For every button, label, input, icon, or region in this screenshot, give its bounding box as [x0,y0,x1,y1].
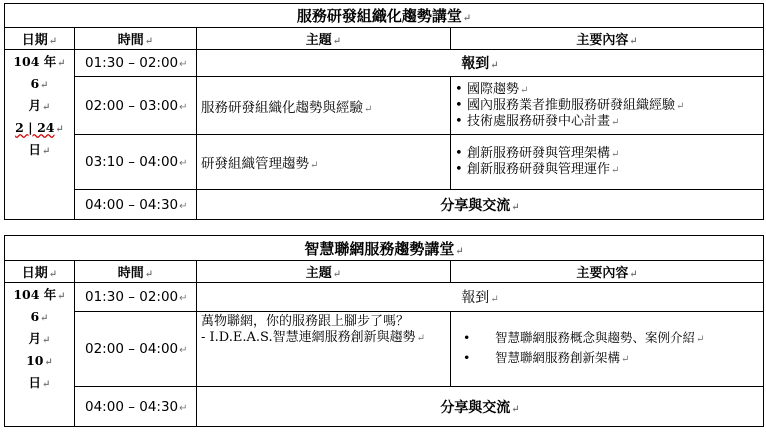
session1-row3-time: 03:10 – 04:00↵ [75,135,197,190]
paragraph-mark: ↵ [621,354,630,365]
paragraph-mark: ↵ [144,269,154,280]
session2-row2-time: 02:00 – 04:00↵ [75,312,197,387]
paragraph-mark: ↵ [511,201,520,213]
header-date: 日期↵ [5,261,75,283]
session2-row2-content [451,312,764,387]
header-content: 主要內容↵ [451,28,764,50]
paragraph-mark: ↵ [179,200,188,212]
paragraph-mark: ↵ [490,294,499,305]
paragraph-mark: ↵ [629,269,638,280]
session1-row4-time: 04:00 – 04:30↵ [75,190,197,220]
session2-discussion: 分享與交流↵ [197,387,764,427]
list-item: • 智慧聯網服務創新架構↵ [455,349,759,369]
paragraph-mark: ↵ [42,102,51,113]
paragraph-mark: ↵ [416,333,425,344]
paragraph-mark: ↵ [144,36,154,47]
session1-checkin: 報到↵ [197,50,764,77]
paragraph-mark: ↵ [40,80,49,91]
header-topic: 主題↵ [197,28,451,50]
list-item: • 智慧聯網服務概念與趨勢、案例介紹↵ [455,329,759,349]
paragraph-mark: ↵ [48,36,58,47]
list-item: • 技術處服務研發中心計畫↵ [455,114,759,130]
paragraph-mark: ↵ [42,146,51,157]
session2-table [4,235,764,427]
paragraph-mark: ↵ [179,158,188,169]
session1-row2-time: 02:00 – 03:00↵ [75,77,197,135]
list-item: • 創新服務研發與管理架構↵ [455,146,759,162]
session1-row2-content [451,77,764,135]
paragraph-mark: ↵ [611,165,620,176]
paragraph-mark: ↵ [57,291,66,302]
session2-row1-time: 01:30 – 02:00↵ [75,283,197,312]
header-date: 日期↵ [5,28,75,50]
paragraph-mark: ↵ [490,60,499,71]
header-time: 時間↵ [75,261,197,283]
session1-title: 服務研發組織化趨勢講堂 [296,7,462,25]
list-item: • 國際趨勢↵ [455,82,759,98]
paragraph-mark: ↵ [611,116,620,128]
paragraph-mark: ↵ [629,36,638,47]
session2-row3-time: 04:00 – 04:30↵ [75,387,197,427]
paragraph-mark: ↵ [511,403,520,415]
paragraph-mark: ↵ [332,36,342,47]
session1-table [4,3,764,220]
session1-discussion: 分享與交流↵ [197,190,764,220]
session2-title-cell [5,236,764,261]
paragraph-mark: ↵ [57,58,66,69]
session1-row3-topic: 研發組織管理趨勢↵ [197,135,451,190]
header-content: 主要內容↵ [451,261,764,283]
session1-row2-topic: 服務研發組織化趨勢與經驗↵ [197,77,451,135]
session1-date: 104 年↵ 6↵ 月↵ 2 | 24↵ 日↵ [5,50,75,220]
session1-row3-content [451,135,764,190]
session2-checkin: 報到↵ [197,283,764,312]
paragraph-mark: ↵ [42,335,51,346]
paragraph-mark: ↵ [55,124,64,135]
header-topic: 主題↵ [197,261,451,283]
paragraph-mark: ↵ [364,103,373,115]
paragraph-mark: ↵ [462,13,472,24]
session2-date: 104 年↵ 6↵ 月↵ 10↵ 日↵ [5,283,75,427]
paragraph-mark: ↵ [179,101,188,113]
paragraph-mark: ↵ [310,160,319,171]
paragraph-mark: ↵ [42,379,51,390]
header-time: 時間↵ [75,28,197,50]
list-item: • 創新服務研發與管理運作↵ [455,162,759,178]
paragraph-mark: ↵ [179,402,188,414]
paragraph-mark: ↵ [179,59,188,70]
paragraph-mark: ↵ [179,345,188,356]
paragraph-mark: ↵ [48,269,58,280]
paragraph-mark: ↵ [179,293,188,304]
paragraph-mark: ↵ [611,149,620,160]
session2-row2-topic: 萬物聯網，你的服務跟上腳步了嗎？ - I.D.E.A.S.智慧連網服務創新與趨勢↵ [197,312,451,387]
session1-title-cell [5,4,764,28]
paragraph-mark: ↵ [696,334,705,345]
paragraph-mark: ↵ [44,357,53,368]
paragraph-mark: ↵ [520,84,529,96]
session1-row1-time: 01:30 – 02:00↵ [75,50,197,77]
paragraph-mark: ↵ [40,313,49,324]
session2-title: 智慧聯網服務趨勢講堂 [304,239,455,258]
paragraph-mark: ↵ [332,269,342,280]
paragraph-mark: ↵ [676,100,685,112]
paragraph-mark: ↵ [455,245,464,257]
list-item: • 國內服務業者推動服務研發組織經驗↵ [455,98,759,114]
